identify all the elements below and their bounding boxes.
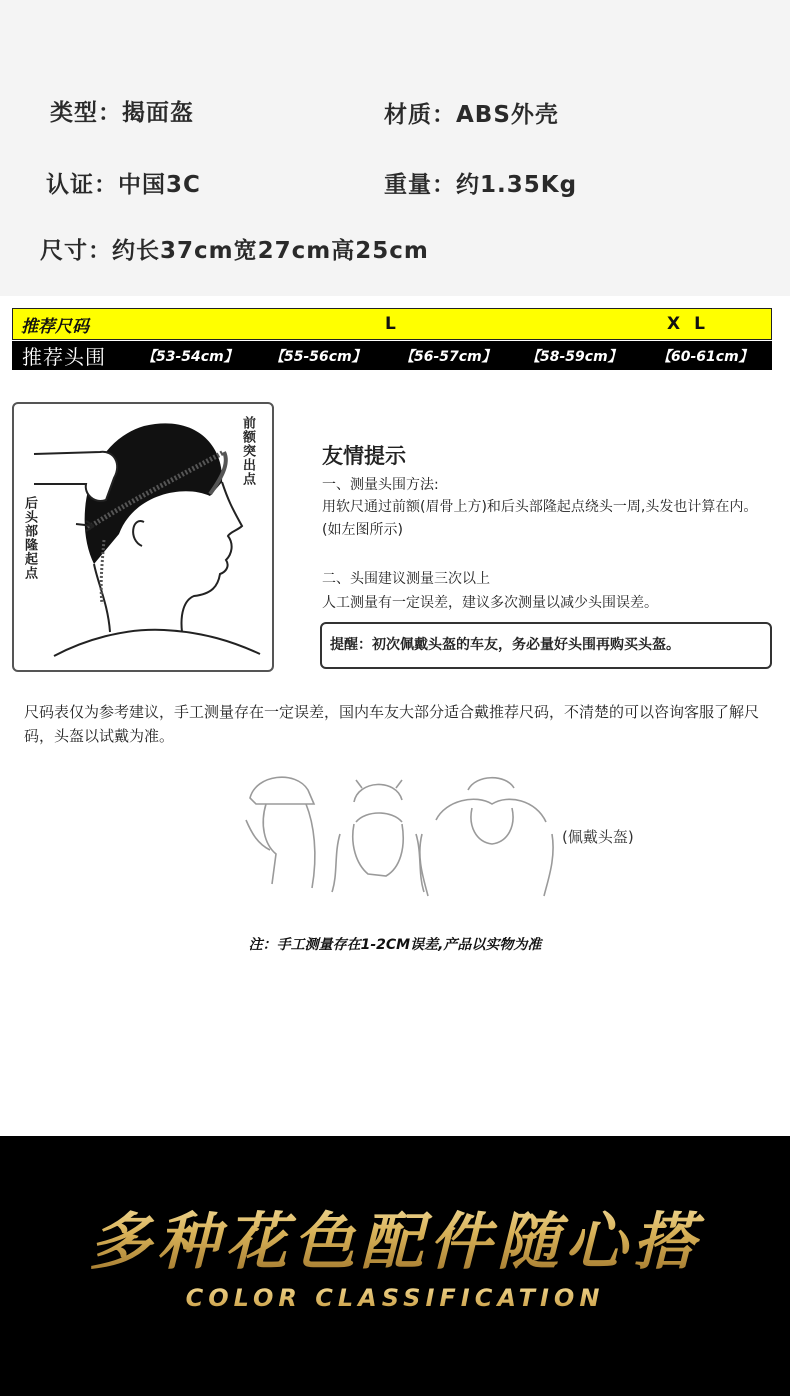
banner-title: 多种花色配件随心搭 — [0, 1192, 790, 1281]
head-circumference-row — [12, 341, 772, 370]
spec-section — [0, 0, 790, 296]
tip1-body: 用软尺通过前额(眉骨上方)和后头部隆起点绕头一周,头发也计算在内。(如左图所示) — [322, 499, 758, 538]
banner-subtitle: COLOR CLASSIFICATION — [0, 1284, 790, 1312]
wearing-label: (佩戴头盔) — [562, 828, 634, 846]
size-l-label: L — [385, 314, 396, 334]
range-cell: 【53-54cm】 — [142, 348, 238, 365]
back-head-label: 后头部隆起点 — [22, 496, 37, 580]
disclaimer-text: 注：手工测量存在1-2CM误差,产品以实物为准 — [248, 937, 542, 953]
spec-material: 材质：ABS外壳 — [384, 102, 559, 128]
size-header-label: 推荐尺码 — [21, 316, 89, 337]
tip2-heading: 二、头围建议测量三次以上 — [322, 571, 490, 587]
range-cell: 【60-61cm】 — [657, 348, 753, 365]
color-classification-banner — [0, 1136, 790, 1396]
head-measurement-illustration — [12, 402, 274, 672]
head-circumference-label: 推荐头围 — [22, 345, 106, 369]
wearing-helmet-illustration — [236, 764, 556, 904]
front-forehead-label: 前额突出点 — [240, 416, 255, 486]
tips-title: 友情提示 — [322, 444, 406, 468]
spec-certification: 认证：中国3C — [46, 172, 201, 198]
size-note: 尺码表仅为参考建议，手工测量存在一定误差，国内车友大部分适合戴推荐尺码，不清楚的可以咨询客服了解尺码，头盔以试戴为准。 — [24, 703, 760, 745]
reminder-box: 提醒：初次佩戴头盔的车友，务必量好头围再购买头盔。 — [320, 622, 772, 669]
tip2-body: 人工测量有一定误差，建议多次测量以减少头围误差。 — [322, 595, 658, 611]
spec-weight: 重量：约1.35Kg — [384, 172, 578, 198]
head-profile-drawing — [14, 404, 272, 670]
size-header-row — [12, 308, 772, 340]
tip1-heading: 一、测量头围方法: — [322, 477, 439, 493]
range-cell: 【55-56cm】 — [270, 348, 366, 365]
size-xl-label: XL — [667, 314, 719, 334]
spec-size: 尺寸：约长37cm宽27cm高25cm — [40, 238, 429, 264]
range-cell: 【58-59cm】 — [526, 348, 622, 365]
range-cell: 【56-57cm】 — [400, 348, 496, 365]
spec-type: 类型：揭面盔 — [50, 100, 194, 126]
